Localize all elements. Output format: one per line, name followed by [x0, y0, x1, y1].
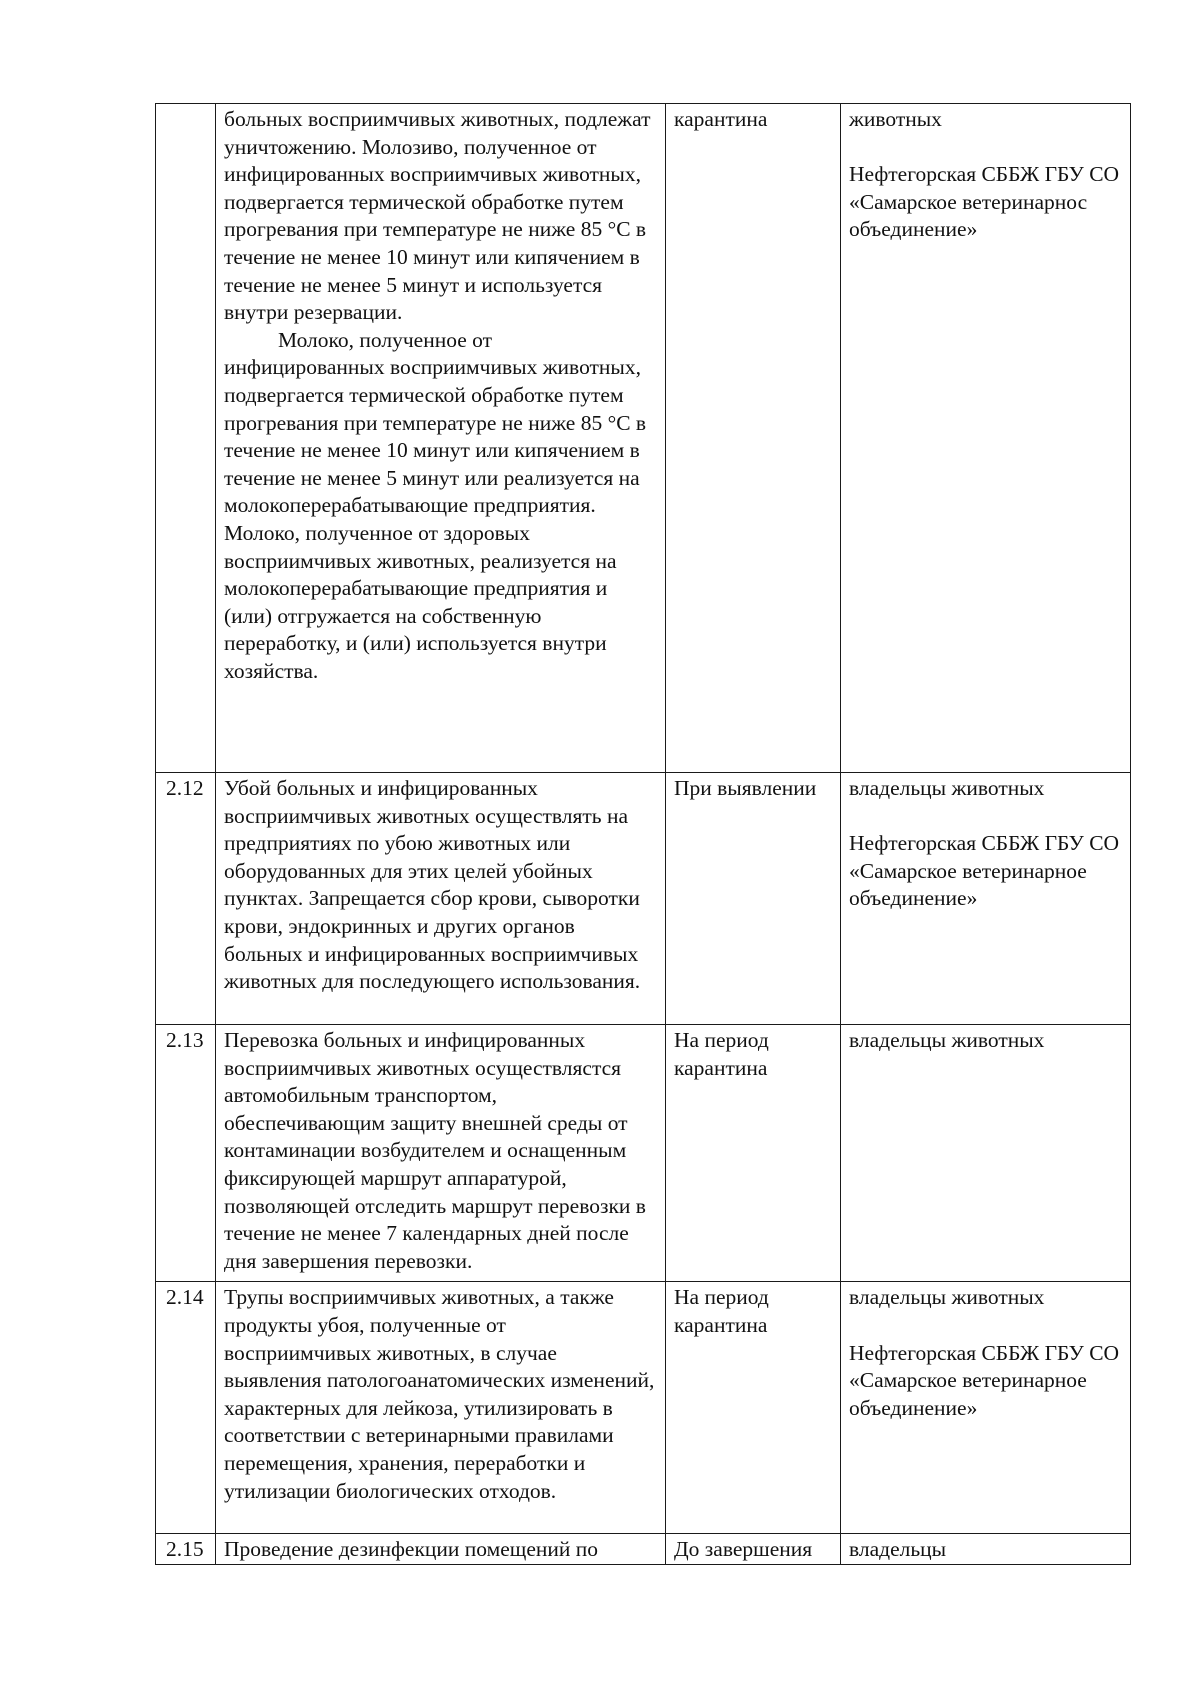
responsible-owners: владельцы животных	[849, 1028, 1045, 1052]
row-number: 2.14	[156, 1282, 216, 1534]
measure-paragraph: Молоко, полученное от инфицированных восприимчивых животных, подвергается термической обработке путем прогревания при температуре не ниже 85 °С в течение не менее 10 минут или кипячением в течение не менее 5 минут или реализуется на молокоперерабатывающие предприятия. Молоко, полученное от здоровых восприимчивых животных, реализуется на молокоперерабатывающие предприятия и (или) отгружается на собственную переработку, и (или) используется внутри хозяйства.	[224, 327, 647, 683]
responsible-cell	[841, 773, 1131, 1025]
table-row	[156, 1282, 1131, 1534]
responsible-cell	[841, 1534, 1131, 1565]
table-row	[156, 773, 1131, 1025]
term-cell: карантина	[666, 104, 841, 773]
term-cell: До завершения	[666, 1534, 841, 1565]
measure-paragraph: больных восприимчивых животных, подлежат уничтожению. Молозиво, полученное от инфицированных восприимчивых животных, подвергается термической обработке путем прогревания при температуре не ниже 85 °С в течение не менее 10 минут или кипячением в течение не менее 5 минут и используется внутри резервации.	[224, 107, 651, 325]
responsible-cell	[841, 1025, 1131, 1282]
responsible-owners: животных	[849, 107, 942, 131]
measures-table	[155, 103, 1131, 1565]
measure-text	[216, 104, 666, 773]
responsible-organization: Нефтегорская СББЖ ГБУ СО «Самарское ветеринарное объединение»	[849, 831, 1120, 911]
measure-text: Перевозка больных и инфицированных восприимчивых животных осуществлястся автомобильным транспортом, обеспечивающим защиту внешней среды от контаминации возбудителем и оснащенным фиксирующей маршрут аппаратурой, позволяющей отследить маршрут перевозки в течение не менее 7 календарных дней после дня завершения перевозки.	[216, 1025, 666, 1282]
term-cell: На период карантина	[666, 1025, 841, 1282]
measure-text: Трупы восприимчивых животных, а также продукты убоя, полученные от восприимчивых животных, в случае выявления патологоанатомических изменений, характерных для лейкоза, утилизировать в соответствии с ветеринарными правилами перемещения, хранения, переработки и утилизации биологических отходов.	[216, 1282, 666, 1534]
term-cell: На период карантина	[666, 1282, 841, 1534]
row-number: 2.13	[156, 1025, 216, 1282]
measure-text: Проведение дезинфекции помещений по	[216, 1534, 666, 1565]
responsible-owners: владельцы животных	[849, 776, 1045, 800]
responsible-owners: владельцы животных	[849, 1285, 1045, 1310]
row-number: 2.15	[156, 1534, 216, 1565]
table-row	[156, 1534, 1131, 1565]
responsible-cell	[841, 104, 1131, 773]
responsible-owners: владельцы	[849, 1537, 947, 1562]
measure-text: Убой больных и инфицированных восприимчивых животных осуществлять на предприятиях по убою животных или оборудованных для этих целей убойных пунктах. Запрещается сбор крови, сыворотки крови, эндокринных и других органов больных и инфицированных восприимчивых животных для последующего использования.	[216, 773, 666, 1025]
row-number	[156, 104, 216, 773]
term-cell: При выявлении	[666, 773, 841, 1025]
responsible-cell	[841, 1282, 1131, 1534]
row-number: 2.12	[156, 773, 216, 1025]
table-row	[156, 1025, 1131, 1282]
responsible-organization: Нефтегорская СББЖ ГБУ СО «Самарское ветеринарнос объединение»	[849, 162, 1120, 242]
table-row	[156, 104, 1131, 773]
responsible-organization: Нефтегорская СББЖ ГБУ СО «Самарское ветеринарное объединение»	[849, 1340, 1120, 1420]
